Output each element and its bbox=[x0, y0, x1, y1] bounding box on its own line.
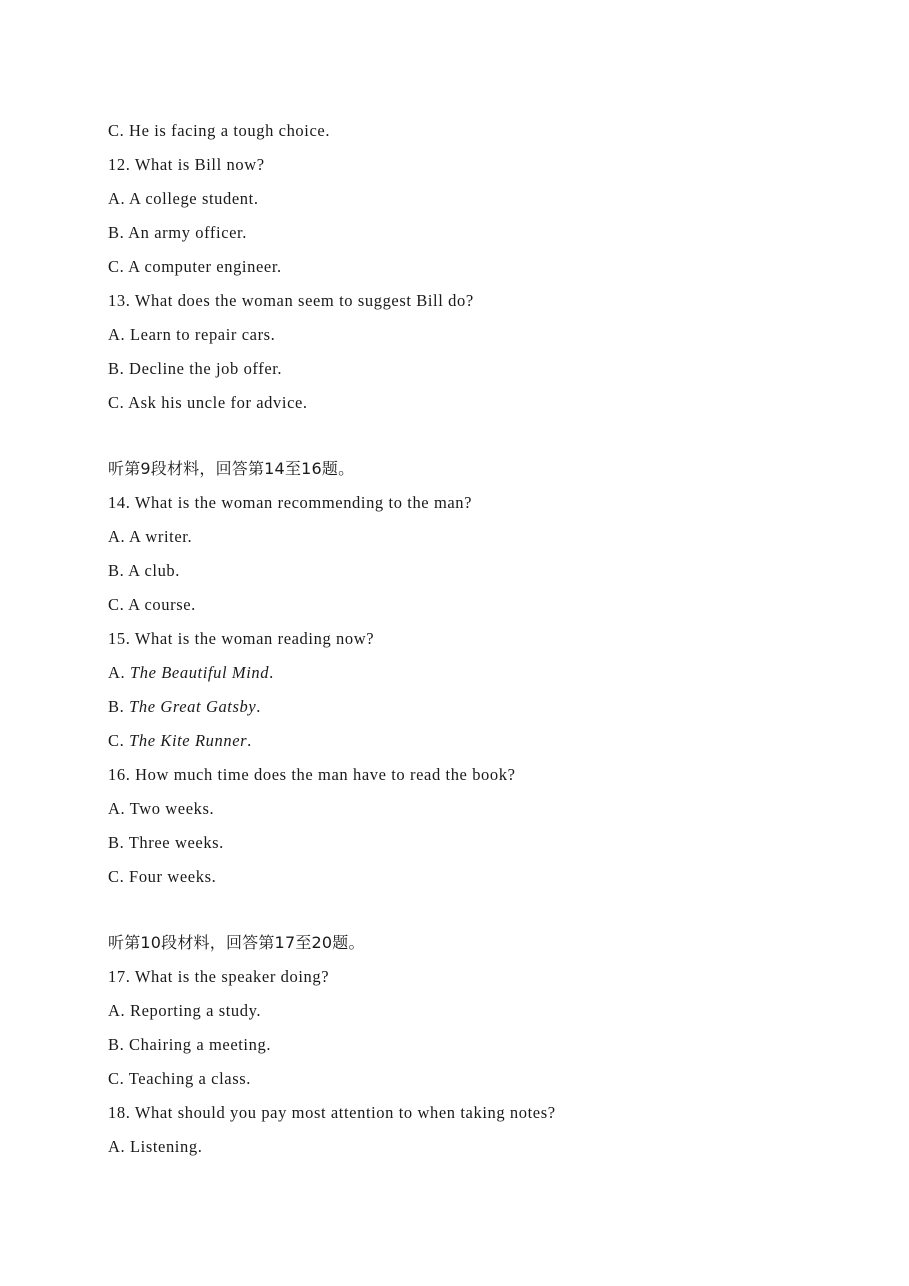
book-title: The Beautiful Mind bbox=[129, 663, 270, 682]
answer-option bbox=[108, 660, 868, 694]
option-period: . bbox=[247, 731, 252, 750]
option-period: . bbox=[269, 663, 274, 682]
section-spacer bbox=[108, 898, 868, 930]
answer-option: A. A writer. bbox=[108, 527, 193, 546]
question-text: 18. What should you pay most attention to when taking notes? bbox=[108, 1103, 556, 1122]
answer-option: A. A college student. bbox=[108, 189, 259, 208]
answer-option: C. Ask his uncle for advice. bbox=[108, 393, 308, 412]
book-title: The Great Gatsby bbox=[129, 697, 257, 716]
question-text: 13. What does the woman seem to suggest Bill do? bbox=[108, 291, 474, 310]
answer-option: B. A club. bbox=[108, 561, 181, 580]
question-text: 17. What is the speaker doing? bbox=[108, 967, 330, 986]
option-letter: C. bbox=[108, 731, 130, 750]
answer-option: A. Two weeks. bbox=[108, 799, 215, 818]
answer-option: A. Listening. bbox=[108, 1137, 203, 1156]
question-text: 16. How much time does the man have to read the book? bbox=[108, 765, 516, 784]
answer-option: C. A course. bbox=[108, 595, 196, 614]
answer-option: B. Chairing a meeting. bbox=[108, 1035, 272, 1054]
answer-option: A. Reporting a study. bbox=[108, 1001, 262, 1020]
answer-option: C. Teaching a class. bbox=[108, 1069, 251, 1088]
answer-option bbox=[108, 728, 868, 762]
book-title: The Kite Runner bbox=[129, 731, 248, 750]
answer-option: B. An army officer. bbox=[108, 223, 247, 242]
question-text: 15. What is the woman reading now? bbox=[108, 629, 375, 648]
answer-option: B. Decline the job offer. bbox=[108, 359, 283, 378]
answer-option: C. A computer engineer. bbox=[108, 257, 282, 276]
section-instruction: 听第10段材料，回答第17至20题。 bbox=[108, 933, 365, 952]
answer-option: C. He is facing a tough choice. bbox=[108, 121, 331, 140]
option-letter: A. bbox=[108, 663, 130, 682]
question-text: 14. What is the woman recommending to the man? bbox=[108, 493, 473, 512]
answer-option bbox=[108, 694, 868, 728]
answer-option: C. Four weeks. bbox=[108, 867, 217, 886]
section-instruction: 听第9段材料，回答第14至16题。 bbox=[108, 459, 355, 478]
section-spacer bbox=[108, 424, 868, 456]
answer-option: B. Three weeks. bbox=[108, 833, 224, 852]
option-letter: B. bbox=[108, 697, 130, 716]
option-period: . bbox=[256, 697, 262, 716]
exam-page bbox=[108, 118, 868, 1168]
question-text: 12. What is Bill now? bbox=[108, 155, 265, 174]
answer-option: A. Learn to repair cars. bbox=[108, 325, 276, 344]
